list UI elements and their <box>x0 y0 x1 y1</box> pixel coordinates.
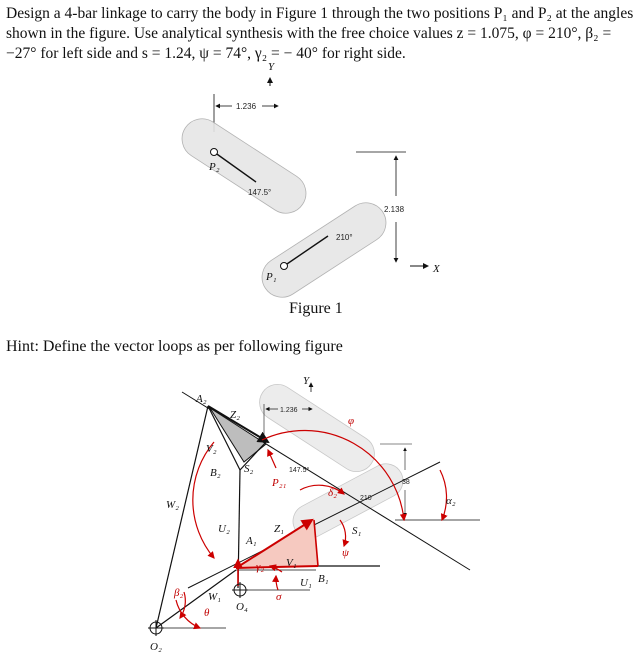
figure-1 <box>174 61 441 305</box>
fig2-label-delta2: δ₂ <box>328 487 337 499</box>
fig2-label-p21: P₂₁ <box>272 477 287 489</box>
problem-text: Design a 4-bar linkage to carry the body in Figure 1 through the two positions P₁ and P₂ at the angles shown in the figure. Use analytical synthesis with the free choice values z = 1.075, φ = 210°, β₂ = −27° for left side and s = 1.24, ψ = 74°, γ₂ = − 40° for right side. <box>6 5 634 62</box>
figure-2 <box>148 375 480 653</box>
fig1-point-p1: P₁ <box>266 271 277 283</box>
fig2-label-sigma: σ <box>276 591 282 603</box>
fig1-angle-p1: 210° <box>336 233 353 242</box>
fig2-label-theta: θ <box>204 607 210 619</box>
fig2-label-z1: Z₁ <box>274 523 284 535</box>
fig2-label-s1: S₁ <box>352 525 362 537</box>
fig2-label-psi: ψ <box>342 547 349 559</box>
fig2-label-u1: U₁ <box>300 577 312 589</box>
fig2-label-s2: S₂ <box>244 463 254 475</box>
fig2-label-z2: Z₂ <box>230 409 240 421</box>
fig2-label-o2: O₂ <box>150 641 162 653</box>
fig2-dim-partial: 38 <box>402 479 410 486</box>
fig2-label-beta2: β₂ <box>174 587 184 599</box>
fig1-point-p2: P₂ <box>209 161 220 173</box>
fig2-label-phi: φ <box>348 415 355 427</box>
figure-1-caption: Figure 1 <box>289 300 343 317</box>
fig2-label-o4: O₄ <box>236 601 248 613</box>
fig2-angle-label: 147.5° <box>289 467 310 474</box>
fig1-body-p1 <box>254 195 393 305</box>
hint-text: Hint: Define the vector loops as per following figure <box>6 338 343 355</box>
fig1-angle-p2: 147.5° <box>248 188 272 197</box>
fig2-axis-y-label: Y <box>303 375 310 387</box>
fig2-label-v2: V₂ <box>206 443 217 455</box>
fig2-label-a2: A₂ <box>196 393 207 405</box>
fig1-axis-x-label: X <box>433 263 440 275</box>
fig2-label-b2: B₂ <box>210 467 221 479</box>
fig2-label-v1: V₁ <box>286 557 297 569</box>
fig2-dim-horizontal-label: 1.236 <box>280 407 298 414</box>
fig2-label-a1: A₁ <box>246 535 257 547</box>
fig1-dim-horizontal <box>214 94 278 132</box>
fig2-angle-partial: 210 <box>360 495 372 502</box>
fig1-dim-vertical-label: 2.138 <box>384 205 405 214</box>
fig2-label-w2: W₂ <box>166 499 179 511</box>
fig1-dim-horizontal-label: 1.236 <box>236 102 257 111</box>
fig2-label-w1: W₁ <box>208 591 221 603</box>
fig1-body-p2 <box>174 111 313 221</box>
fig2-label-b1: B₁ <box>318 573 329 585</box>
fig2-label-alpha2: α₂ <box>446 495 456 507</box>
fig2-label-gamma2: γ₂ <box>256 561 265 573</box>
fig1-axis-y-label: Y <box>268 61 275 73</box>
fig2-label-u2: U₂ <box>218 523 230 535</box>
